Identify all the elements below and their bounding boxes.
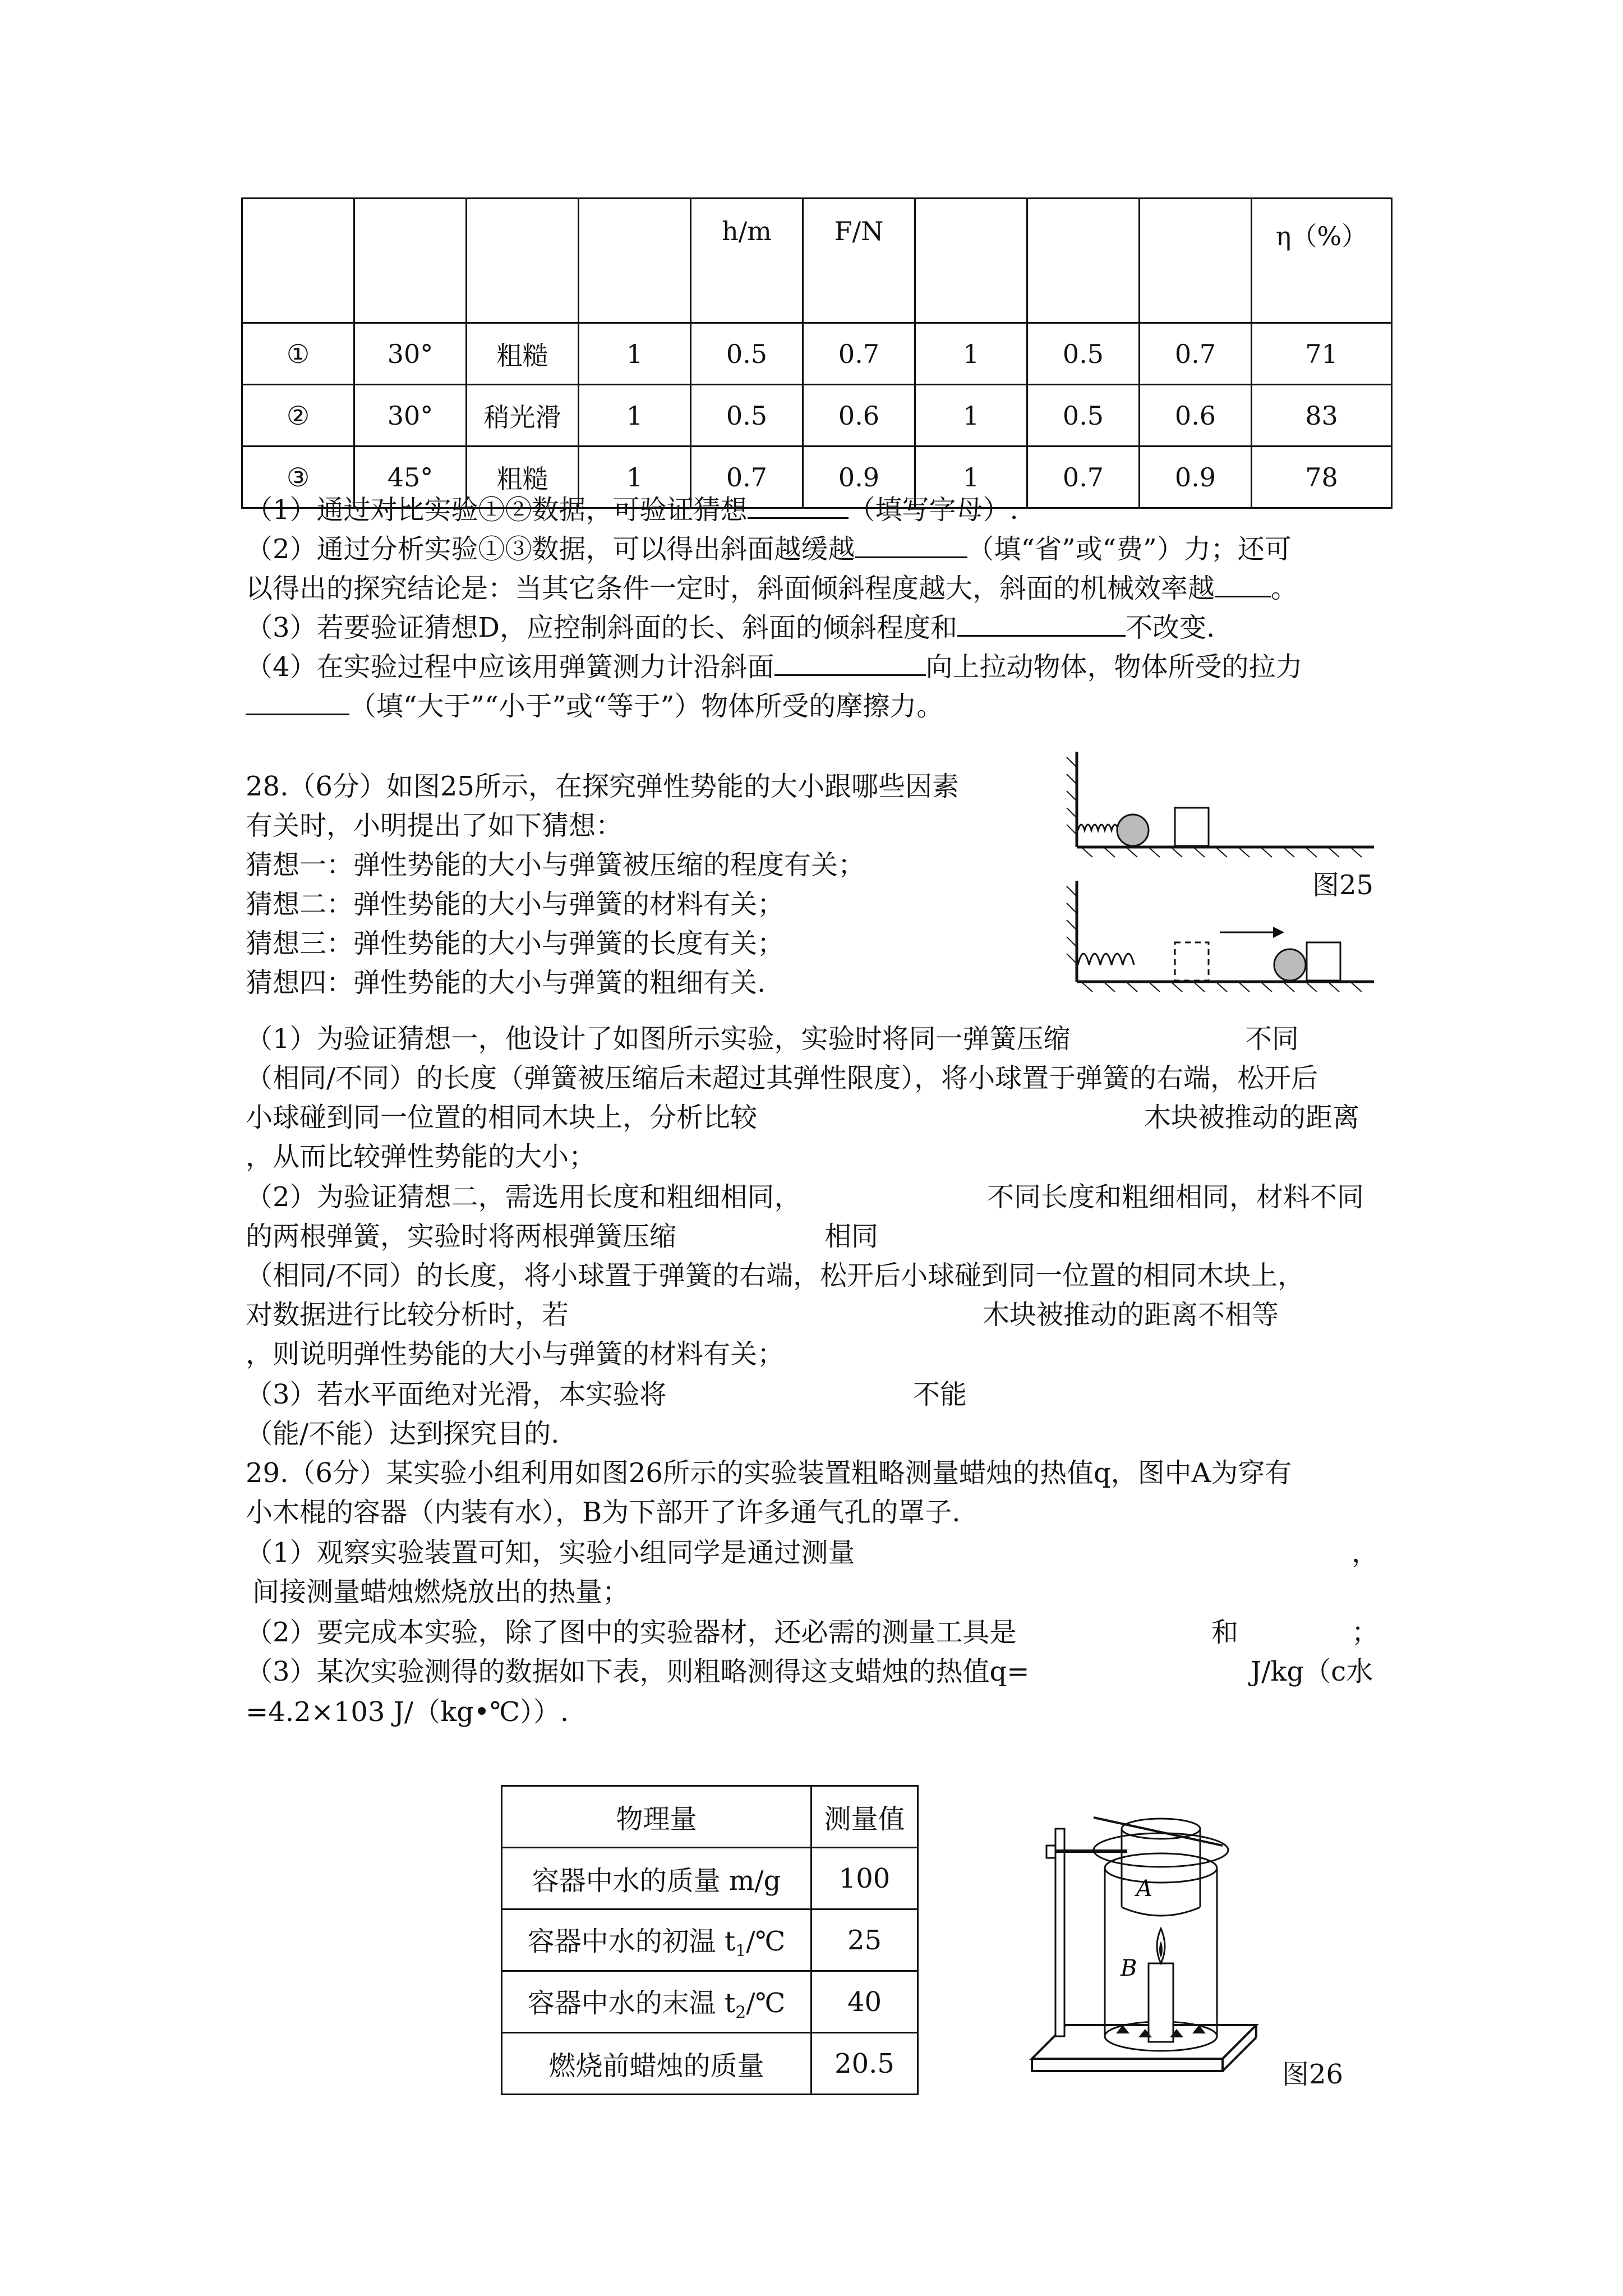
q29-part1-b: 间接测量蜡烛燃烧放出的热量； <box>252 1576 630 1608</box>
q28-part2-a: （2）为验证猜想二，需选用长度和粗细相同， <box>246 1181 801 1213</box>
q28-part1-d: ，从而比较弹性势能的大小； <box>246 1141 596 1172</box>
table-cell: 20.5 <box>811 2033 918 2095</box>
q28-part1-b: （相同/不同）的长度（弹簧被压缩后未超过其弹性限度），将小球置于弹簧的右端，松开后 <box>246 1062 1318 1094</box>
figure-25-caption: 图25 <box>1312 869 1374 901</box>
table-row <box>242 323 1392 385</box>
answer-text: 相同 <box>824 1221 879 1252</box>
text: （1）通过对比实验①②数据，可验证猜想 <box>246 494 748 526</box>
label-b: B <box>1121 1955 1137 1981</box>
text: （填“省”或“费”）力；还可 <box>967 533 1292 565</box>
unit-text: J/kg（c水 <box>1251 1656 1373 1687</box>
q28-part2-c: （相同/不同）的长度，将小球置于弹簧的右端，松开后小球碰到同一位置的相同木块上， <box>246 1260 1305 1291</box>
text: 容器中水的初温 t <box>527 1925 736 1957</box>
text: （填写字母）. <box>848 494 1018 526</box>
q29-part2-a: （2）要完成本实验，除了图中的实验器材，还必需的测量工具是 <box>246 1617 1017 1648</box>
header-cell <box>467 199 579 323</box>
table-cell: 1 <box>915 323 1027 385</box>
q28-part2-e: ，则说明弹性势能的大小与弹簧的材料有关； <box>246 1338 785 1370</box>
text: （3）若要验证猜想D，应控制斜面的长、斜面的倾斜程度和 <box>246 612 958 643</box>
punctuation: ； <box>1352 1617 1379 1648</box>
table-cell: 100 <box>811 1848 918 1910</box>
punctuation: ， <box>1352 1537 1379 1568</box>
table-cell: 1 <box>915 447 1027 508</box>
table-cell: 40 <box>811 1971 918 2033</box>
q27-line-3 <box>246 571 1298 605</box>
text: 。 <box>1271 573 1298 604</box>
header-cell <box>915 199 1027 323</box>
table-cell: 粗糙 <box>467 323 579 385</box>
table-cell: ③ <box>242 447 354 508</box>
measurement-table <box>501 1785 919 2095</box>
q28-part1-a: （1）为验证猜想一，他设计了如图所示实验，实验时将同一弹簧压缩 <box>246 1023 1071 1055</box>
q28-line-2: 有关时，小明提出了如下猜想： <box>246 810 623 841</box>
answer-blank[interactable] <box>774 650 926 676</box>
table-cell: 0.6 <box>1140 385 1252 447</box>
table-cell: 1 <box>579 323 691 385</box>
inclined-plane-data-table <box>241 197 1393 509</box>
q27-line-5 <box>246 650 1303 684</box>
text: /℃ <box>746 1925 786 1957</box>
header-cell: η（%） <box>1252 199 1392 323</box>
table-cell: 0.5 <box>691 385 803 447</box>
answer-text: 木块被推动的距离 <box>1144 1102 1360 1133</box>
table-cell: 78 <box>1252 447 1392 508</box>
table-cell: 25 <box>811 1910 918 1971</box>
label-a: A <box>1136 1876 1152 1902</box>
guess-3: 猜想三：弹性势能的大小与弹簧的长度有关； <box>246 928 785 959</box>
header-cell <box>579 199 691 323</box>
table-cell: 0.9 <box>803 447 915 508</box>
header-cell <box>1027 199 1140 323</box>
table-cell: 0.7 <box>691 447 803 508</box>
table-header-row <box>502 1786 918 1848</box>
candle-heat-apparatus-figure-26 <box>1021 1795 1267 2092</box>
table-cell: 0.7 <box>1140 323 1252 385</box>
table-cell: 0.5 <box>1027 385 1140 447</box>
text: 不改变. <box>1126 612 1215 643</box>
header-cell <box>1140 199 1252 323</box>
table-cell <box>502 1971 811 2033</box>
figure-26-caption: 图26 <box>1282 2059 1344 2090</box>
subscript: 2 <box>735 2003 746 2023</box>
q27-line-1 <box>246 493 1018 527</box>
answer-blank[interactable] <box>1215 571 1271 597</box>
table-cell <box>502 1910 811 1971</box>
table-row <box>502 1971 918 2033</box>
table-cell: 83 <box>1252 385 1392 447</box>
table-cell: 0.7 <box>1027 447 1140 508</box>
q28-part2-b: 的两根弹簧，实验时将两根弹簧压缩 <box>246 1221 677 1252</box>
q29-part3-a: （3）某次实验测得的数据如下表，则粗略测得这支蜡烛的热值q= <box>246 1656 1030 1687</box>
table-cell: 燃烧前蜡烛的质量 <box>502 2033 811 2095</box>
table-cell: 1 <box>915 385 1027 447</box>
table-cell: 30° <box>354 323 467 385</box>
q27-line-6 <box>246 689 943 723</box>
header-cell: 物理量 <box>502 1786 811 1848</box>
table-header-row <box>242 199 1392 323</box>
answer-blank[interactable] <box>957 610 1126 637</box>
table-cell: 0.9 <box>1140 447 1252 508</box>
guess-4: 猜想四：弹性势能的大小与弹簧的粗细有关. <box>246 967 766 999</box>
table-cell: 1 <box>579 447 691 508</box>
header-cell <box>242 199 354 323</box>
table-cell: 30° <box>354 385 467 447</box>
header-cell: 测量值 <box>811 1786 918 1848</box>
table-cell: 0.5 <box>691 323 803 385</box>
text: /℃ <box>746 1987 786 2019</box>
header-cell: h/m <box>691 199 803 323</box>
table-cell: 1 <box>579 385 691 447</box>
text: （2）通过分析实验①③数据，可以得出斜面越缓越 <box>246 533 855 565</box>
answer-text: 不能 <box>913 1379 967 1410</box>
text: （填“大于”“小于”或“等于”）物体所受的摩擦力。 <box>349 691 944 722</box>
table-cell: 粗糙 <box>467 447 579 508</box>
subscript: 1 <box>735 1941 746 1961</box>
text: 以得出的探究结论是：当其它条件一定时，斜面倾斜程度越大，斜面的机械效率越 <box>246 573 1215 604</box>
text: 容器中水的末温 t <box>527 1987 736 2019</box>
text: （4）在实验过程中应该用弹簧测力计沿斜面 <box>246 651 774 683</box>
table-row <box>242 385 1392 447</box>
table-cell: 稍光滑 <box>467 385 579 447</box>
q28-part3-a: （3）若水平面绝对光滑，本实验将 <box>246 1379 667 1410</box>
answer-text: 不同长度和粗细相同，材料不同 <box>987 1181 1364 1213</box>
text: 和 <box>1211 1617 1239 1648</box>
answer-blank[interactable] <box>855 532 967 558</box>
table-cell: 45° <box>354 447 467 508</box>
header-cell <box>354 199 467 323</box>
table-cell: 0.7 <box>803 323 915 385</box>
guess-1: 猜想一：弹性势能的大小与弹簧被压缩的程度有关； <box>246 849 865 881</box>
answer-text: 不同 <box>1245 1023 1299 1055</box>
q28-line-1: 28.（6分）如图25所示，在探究弹性势能的大小跟哪些因素 <box>246 771 959 802</box>
q28-part3-b: （能/不能）达到探究目的. <box>246 1418 560 1450</box>
table-row <box>502 2033 918 2095</box>
q29-part1-a: （1）观察实验装置可知，实验小组同学是通过测量 <box>246 1537 855 1568</box>
table-row <box>502 1848 918 1910</box>
table-cell: 0.6 <box>803 385 915 447</box>
table-cell: 0.5 <box>1027 323 1140 385</box>
guess-2: 猜想二：弹性势能的大小与弹簧的材料有关； <box>246 889 785 920</box>
answer-text: 木块被推动的距离不相等 <box>983 1299 1279 1331</box>
q28-part1-c: 小球碰到同一位置的相同木块上，分析比较 <box>246 1102 758 1133</box>
text: 向上拉动物体，物体所受的拉力 <box>925 651 1303 683</box>
q27-line-4 <box>246 610 1215 645</box>
header-cell: F/N <box>803 199 915 323</box>
table-cell: ② <box>242 385 354 447</box>
q29-line-2: 小木棍的容器（内装有水），B为下部开了许多通气孔的罩子. <box>246 1497 961 1528</box>
q27-line-2 <box>246 532 1292 566</box>
q29-line-1: 29.（6分）某实验小组利用如图26所示的实验装置粗略测量蜡烛的热值q，图中A为穿有 <box>246 1457 1292 1489</box>
q29-part3-c: =4.2×103 J/（kg•℃））. <box>246 1696 569 1728</box>
table-cell: 容器中水的质量 m/g <box>502 1848 811 1910</box>
table-row <box>502 1910 918 1971</box>
table-cell: ① <box>242 323 354 385</box>
answer-blank[interactable] <box>246 689 349 715</box>
table-cell: 71 <box>1252 323 1392 385</box>
q28-part2-d: 对数据进行比较分析时，若 <box>246 1299 569 1331</box>
answer-blank[interactable] <box>748 493 849 519</box>
